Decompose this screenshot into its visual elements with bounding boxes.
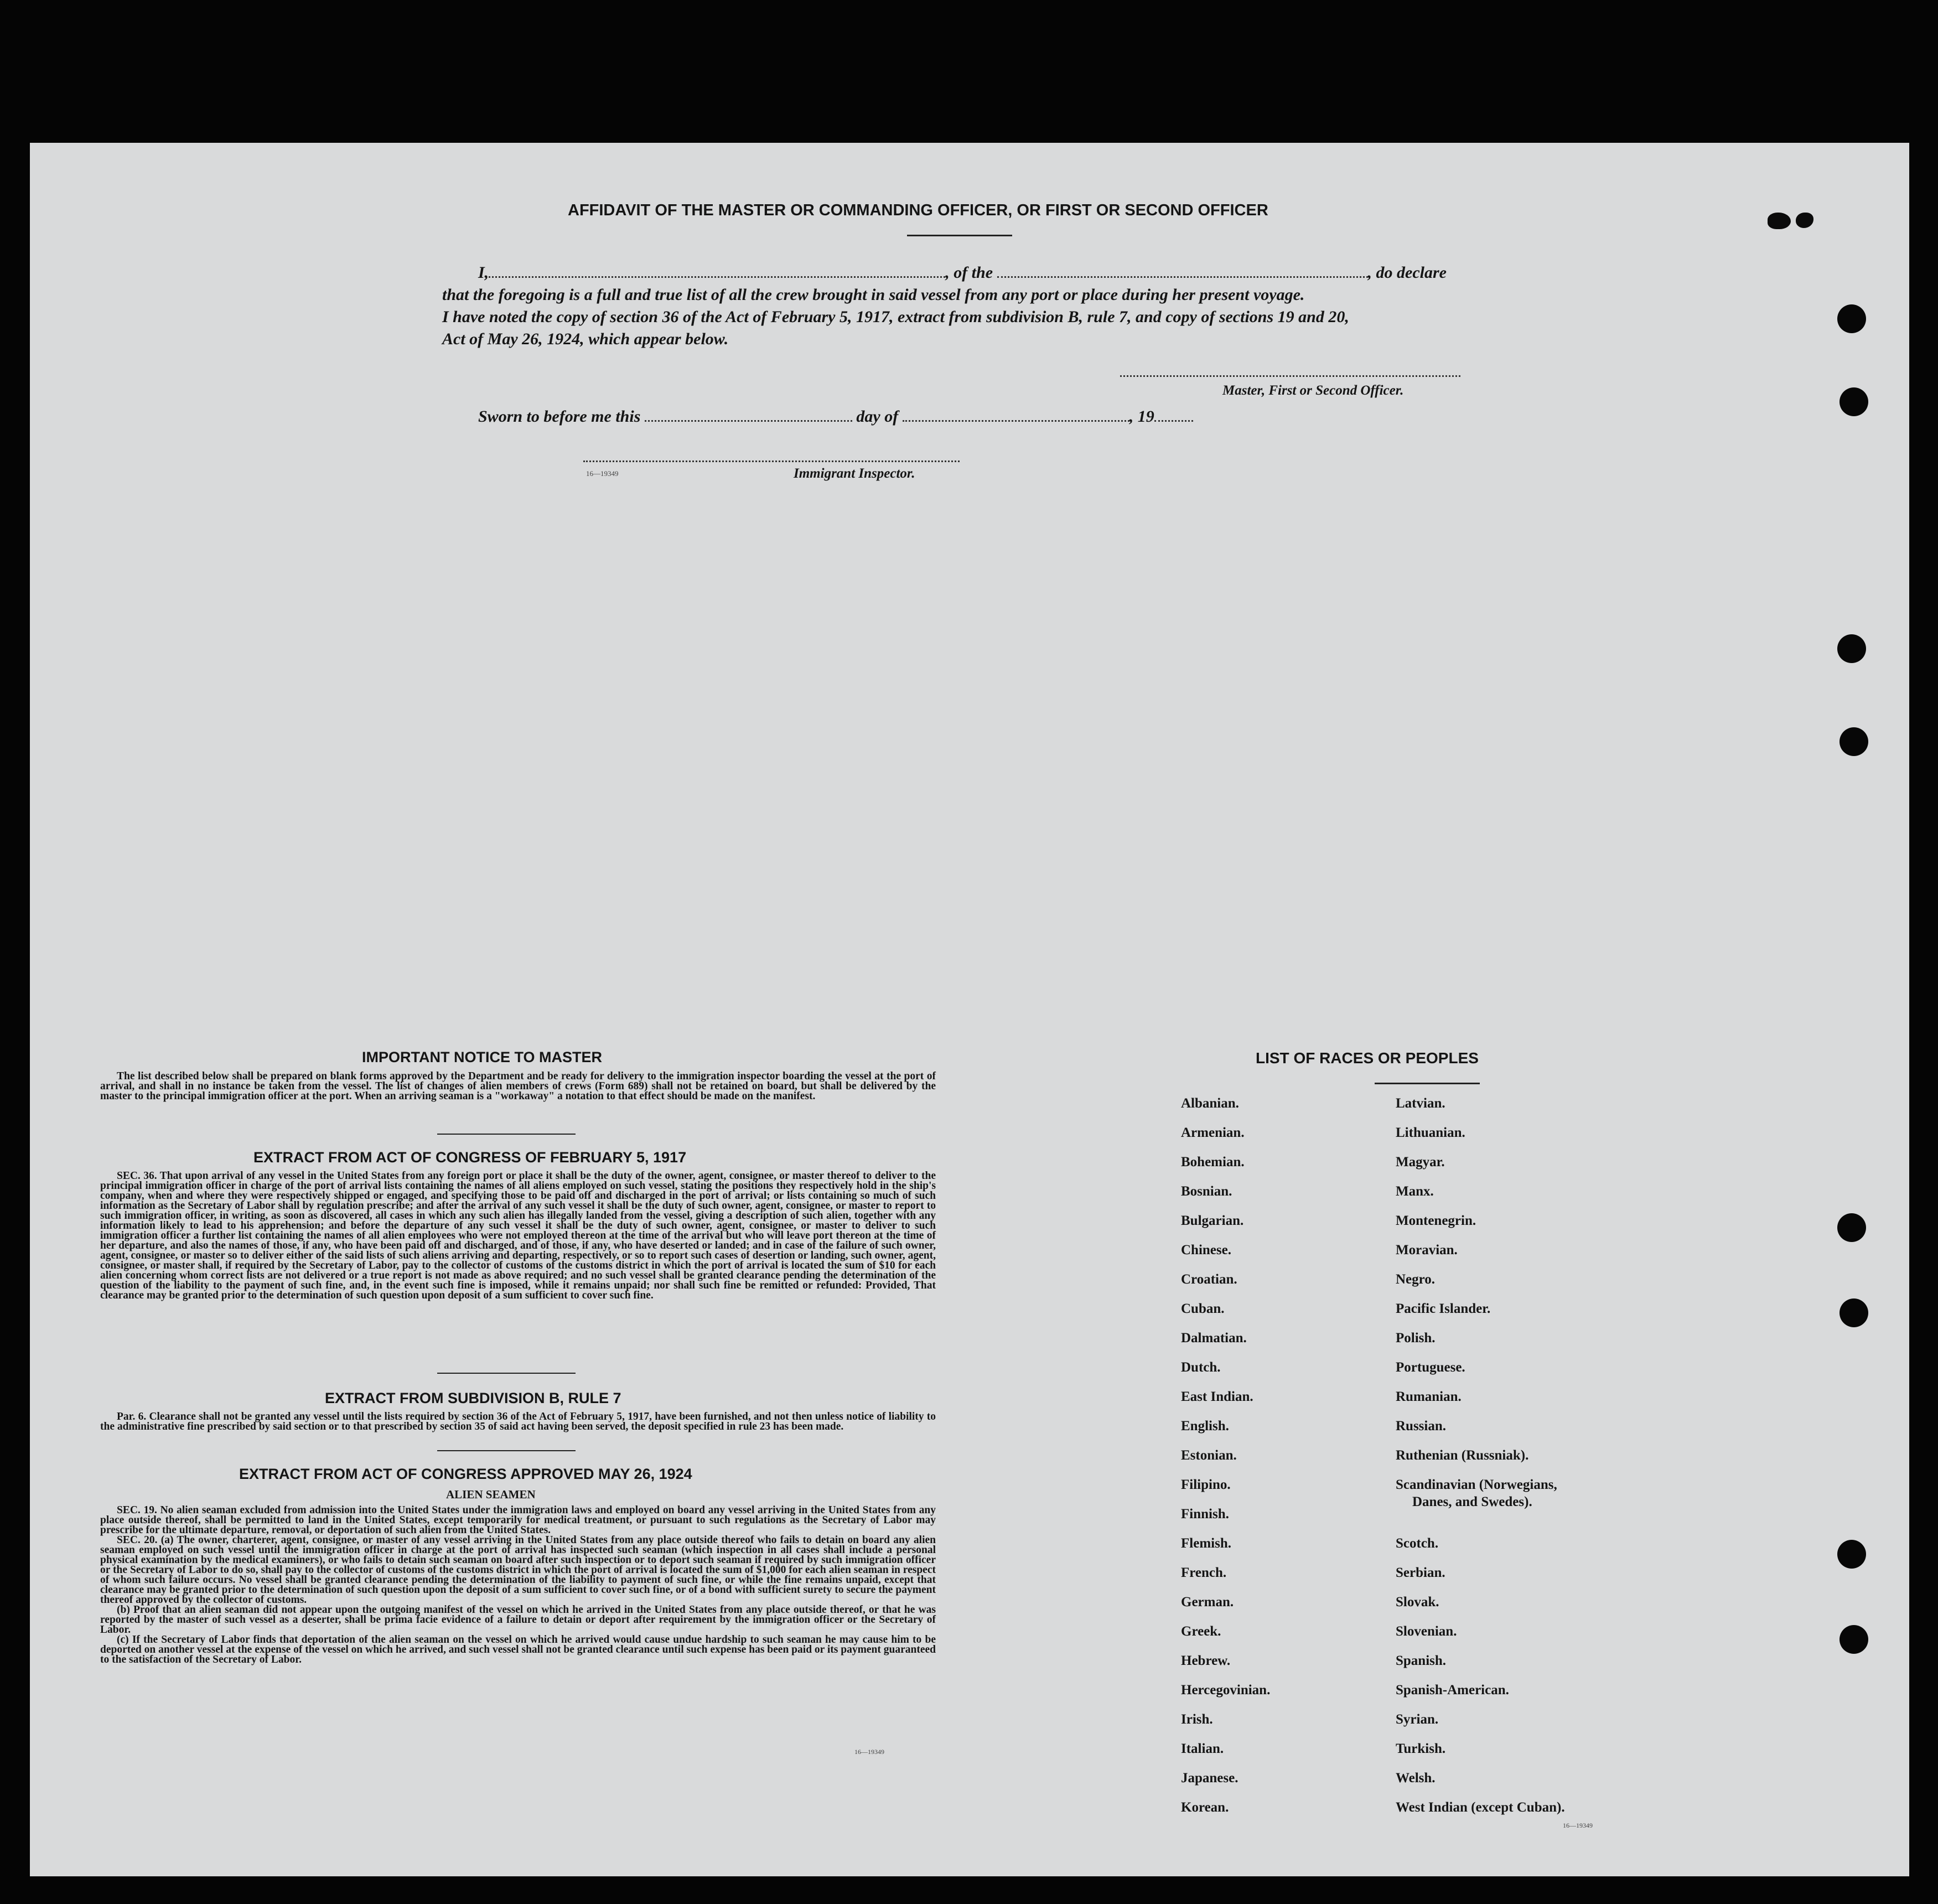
race-item: Negro. [1396, 1272, 1436, 1287]
signature-caption: Master, First or Second Officer. [1222, 383, 1404, 398]
sec-20c-paragraph: (c) If the Secretary of Labor finds that deportation of the alien seaman on the vessel on which he arrived would cause undue hardship to such seaman he may cause him to be deported on another vessel at the expense of the vessel on which he arrived, and such vessel shall not be granted clearance until such expense has been paid or its payment guaranteed to the satisfaction of the Secretary of Labor. [100, 1634, 936, 1665]
race-item: French. [1181, 1565, 1227, 1580]
race-item: Greek. [1181, 1624, 1221, 1639]
race-item: Lithuanian. [1396, 1125, 1465, 1140]
punch-hole [1837, 1213, 1866, 1242]
inspector-line [583, 461, 960, 462]
alien-seamen-subtitle: ALIEN SEAMEN [446, 1488, 536, 1501]
rule-7-rule [437, 1450, 576, 1451]
race-item: Manx. [1396, 1184, 1434, 1199]
race-item: Albanian. [1181, 1096, 1239, 1111]
race-item: Slovak. [1396, 1595, 1439, 1610]
race-item: Polish. [1396, 1331, 1436, 1346]
vessel-blank [997, 268, 1368, 278]
extract-1917-text [100, 1171, 936, 1301]
race-item: Rumanian. [1396, 1389, 1462, 1404]
affidavit-line-3: I have noted the copy of section 36 of the Act of February 5, 1917, extract from subdivision B, rule 7, and copy of sections 19 and 20, [442, 308, 1349, 326]
race-item: Spanish-American. [1396, 1683, 1509, 1698]
notice-rule [437, 1134, 576, 1135]
race-item: Cuban. [1181, 1301, 1225, 1316]
punch-hole [1837, 634, 1866, 663]
section-36-paragraph: SEC. 36. That upon arrival of any vessel in the United States from any foreign port or place it shall be the duty of the owner, agent, consignee, or master thereof to deliver to the principal immigration officer in charge of the port of arrival lists containing the names of all aliens employed on such vessel, stating the positions they respectively hold in the ship's company, when and where they were respectively shipped or engaged, and specifying those to be paid off and discharged in the port of arrival; or lists containing so much of such information as the Secretary of Labor shall by regulation prescribe; and after the arrival of any such vessel it shall be the duty of such owner, agent, consignee, or master to report to such immigration officer, in writing, as soon as discovered, all cases in which any such alien has illegally landed from the vessel, giving a description of such alien, together with any information likely to lead to his apprehension; and before the departure of any such vessel it shall be the duty of such owner, agent, consignee, or master to deliver to such immigration officer a further list containing the names of all alien employees who were not employed thereon at the time of the arrival but who will leave port thereon at the time of her departure, and also the names of those, if any, who have been paid off and discharged, and of those, if any, who have deserted or landed; and in case of the failure of such owner, agent, consignee, or master so to deliver either of the said lists of such aliens arriving and departing, respectively, or so to report such cases of desertion or landing, such owner, agent, consignee, or master shall, if required by the Secretary of Labor, pay to the collector of customs of the customs district in which the port of arrival is located the sum of $10 for each alien concerning whom correct lists are not delivered or a true report is not made as above required; and no such vessel shall be granted clearance pending the determination of the question of the liability to the payment of such fine, and, in the event such fine is imposed, while it remains unpaid; nor shall such fine be remitted or refunded: Provided, That clearance may be granted prior to the determination of such question upon deposit of a sum sufficient to cover such fine. [100, 1170, 936, 1301]
sec-20a-paragraph: SEC. 20. (a) The owner, charterer, agent, consignee, or master of any vessel arriving in the United States from any place outside thereof who fails to detain on board any alien seaman employed on such vessel until the immigration officer in charge at the port of arrival has inspected such seaman (which inspection in all cases shall include a personal physical examination by the medical examiners), or who fails to detain such seaman on board after such inspection or to deport such seaman if required by such immigration officer or the Secretary of Labor to do so, shall pay to the collector of customs of the customs district in which the port of arrival is located the sum of $1,000 for each alien seaman in respect of whom such failure occurs. No vessel shall be granted clearance pending the determination of the liability to payment of such fine, or while the fine remains unpaid, except that clearance may be granted prior to the determination of such question upon the deposit of a sum sufficient to cover such fine, or of a bond with sufficient surety to secure the payment thereof approved by the collector of customs. [100, 1534, 936, 1606]
notice-paragraph: The list described below shall be prepared on blank forms approved by the Department and be ready for delivery to the immigration inspector boarding the vessel at the port of arrival, and shall in no instance be taken from the vessel. The list of changes of alien members of crews (Form 689) shall not be retained on board, but shall be delivered by the master to the principal immigration officer at the port. When an arriving seaman is a "workaway" a notation to that effect should be made on the manifest. [100, 1070, 936, 1102]
notice-title: IMPORTANT NOTICE TO MASTER [362, 1049, 602, 1065]
race-item: Pacific Islander. [1396, 1301, 1491, 1316]
month-blank [903, 412, 1129, 422]
race-item: Hercegovinian. [1181, 1683, 1271, 1698]
extract-1924-title: EXTRACT FROM ACT OF CONGRESS APPROVED MAY 26, 1924 [239, 1466, 692, 1482]
affidavit-of-the: , of the [945, 263, 993, 282]
punch-hole [1839, 387, 1868, 416]
race-item: Russian. [1396, 1419, 1447, 1434]
race-item: Turkish. [1396, 1741, 1446, 1756]
sworn-line [478, 407, 1193, 426]
par-6-paragraph: Par. 6. Clearance shall not be granted any vessel until the lists required by section 36 of the Act of February 5, 1917, have been furnished, and not then unless notice of liability to the administrative fine prescribed by said section or to that prescribed by section 35 of said act having been served, the deposit specified in rule 23 has been made. [100, 1411, 936, 1432]
race-item: East Indian. [1181, 1389, 1253, 1404]
extract-1917-title: EXTRACT FROM ACT OF CONGRESS OF FEBRUARY 5, 1917 [253, 1149, 687, 1166]
race-item: Armenian. [1181, 1125, 1245, 1140]
affidavit-line-2: that the foregoing is a full and true list of all the crew brought in said vessel from any port or place during her present voyage. [442, 286, 1305, 304]
races-right-column [1396, 1096, 1650, 1827]
race-item: West Indian (except Cuban). [1396, 1800, 1565, 1815]
punch-hole [1837, 304, 1866, 333]
race-item: Serbian. [1396, 1565, 1445, 1580]
race-item: Danes, and Swedes). [1412, 1494, 1532, 1509]
rule-7-title: EXTRACT FROM SUBDIVISION B, RULE 7 [325, 1390, 621, 1406]
race-item: Chinese. [1181, 1243, 1231, 1258]
race-item: Irish. [1181, 1712, 1213, 1727]
race-item: Montenegrin. [1396, 1213, 1476, 1228]
sec-20b-paragraph: (b) Proof that an alien seaman did not appear upon the outgoing manifest of the vessel on which he arrived in the United States from any place outside thereof, or that he was reported by the master of such vessel as a deserter, shall be prima facie evidence of a failure to detain or deport after requirement by the immigration officer or the Secretary of Labor. [100, 1604, 936, 1636]
extract-1917-rule [437, 1373, 576, 1374]
race-item: Flemish. [1181, 1536, 1231, 1551]
affidavit-form-number: 16—19349 [586, 469, 619, 478]
race-item: Bohemian. [1181, 1155, 1245, 1170]
name-blank [489, 268, 945, 278]
races-left-column [1181, 1096, 1380, 1815]
races-rule [1375, 1083, 1480, 1084]
sworn-text: Sworn to before me this [478, 407, 641, 426]
race-item: Latvian. [1396, 1096, 1445, 1111]
race-item: Dutch. [1181, 1360, 1221, 1375]
rule-7-text [100, 1412, 936, 1432]
race-item: Hebrew. [1181, 1653, 1231, 1668]
day-of-text: day of [856, 407, 899, 426]
race-item: Bosnian. [1181, 1184, 1232, 1199]
affidavit-declare: , do declare [1367, 263, 1447, 282]
race-item: Magyar. [1396, 1155, 1445, 1170]
race-item: Italian. [1181, 1741, 1224, 1756]
affidavit-i: I, [478, 263, 489, 282]
punch-hole [1839, 1298, 1868, 1327]
ink-blot-mark [1768, 213, 1791, 229]
ink-blot-mark [1796, 213, 1813, 228]
race-item: Filipino. [1181, 1477, 1231, 1492]
title-rule [907, 235, 1012, 236]
race-item: Slovenian. [1396, 1624, 1457, 1639]
race-item: English. [1181, 1419, 1229, 1434]
sec-19-paragraph: SEC. 19. No alien seaman excluded from admission into the United States under the immigration laws and employed on board any vessel arriving in the United States from any place outside thereof, shall be permitted to land in the United States, except temporarily for medical treatment, or pursuant to such regulations as the Secretary of Labor may prescribe for the ultimate departure, removal, or deportation of such alien from the United States. [100, 1504, 936, 1536]
race-item: German. [1181, 1595, 1234, 1610]
day-blank [645, 412, 852, 422]
year-blank [1154, 412, 1193, 422]
document-page [30, 143, 1909, 1876]
affidavit-title: AFFIDAVIT OF THE MASTER OR COMMANDING OFFICER, OR FIRST OR SECOND OFFICER [568, 201, 1268, 219]
race-item: Japanese. [1181, 1771, 1239, 1786]
signature-line [1120, 375, 1460, 377]
race-item: Scandinavian (Norwegians, [1396, 1477, 1557, 1492]
races-form-number: 16—19349 [1563, 1822, 1593, 1829]
races-title: LIST OF RACES OR PEOPLES [1256, 1049, 1479, 1067]
extract-form-number: 16—19349 [854, 1748, 884, 1756]
inspector-caption: Immigrant Inspector. [794, 466, 915, 481]
race-item: Welsh. [1396, 1771, 1436, 1786]
race-item: Syrian. [1396, 1712, 1439, 1727]
race-item: Croatian. [1181, 1272, 1237, 1287]
punch-hole [1837, 1540, 1866, 1569]
extract-1924-text [100, 1505, 936, 1665]
year-prefix: , 19 [1129, 407, 1154, 426]
affidavit-line-4: Act of May 26, 1924, which appear below. [442, 330, 729, 348]
race-item: Ruthenian (Russniak). [1396, 1448, 1529, 1463]
race-item: Portuguese. [1396, 1360, 1465, 1375]
notice-text [100, 1072, 936, 1101]
punch-hole [1839, 1625, 1868, 1654]
race-item: Bulgarian. [1181, 1213, 1244, 1228]
race-item: Finnish. [1181, 1507, 1229, 1522]
punch-hole [1839, 727, 1868, 756]
race-item: Scotch. [1396, 1536, 1439, 1551]
race-item: Moravian. [1396, 1243, 1458, 1258]
race-item: Estonian. [1181, 1448, 1237, 1463]
race-item: Dalmatian. [1181, 1331, 1247, 1346]
race-item: Spanish. [1396, 1653, 1447, 1668]
race-item: Korean. [1181, 1800, 1229, 1815]
affidavit-line-1 [478, 263, 1447, 282]
